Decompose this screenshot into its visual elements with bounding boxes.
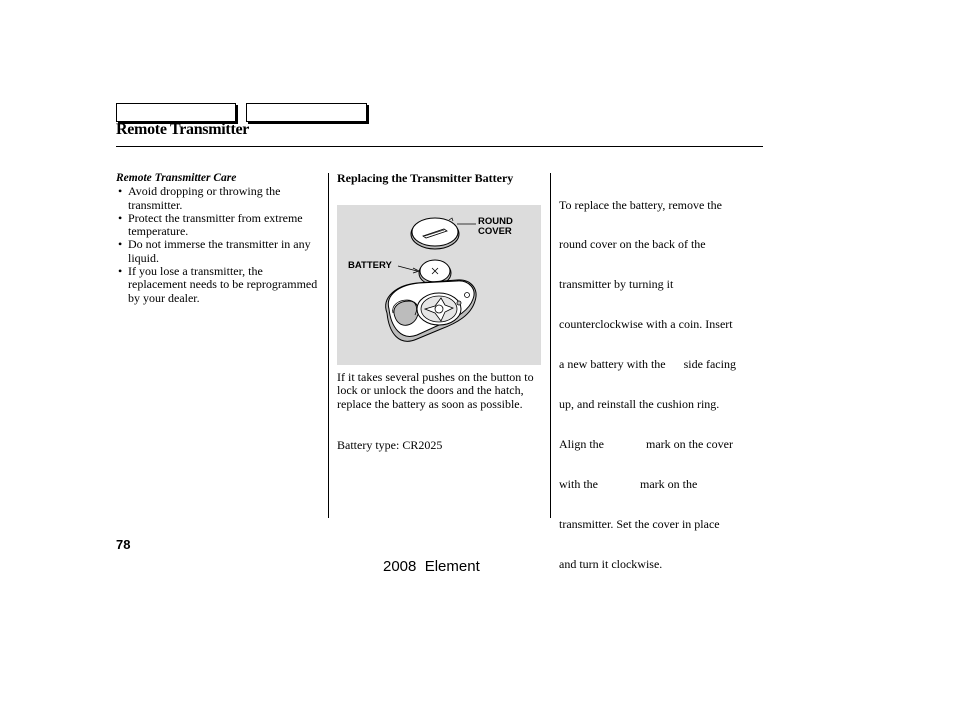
replacing-column — [337, 172, 542, 185]
instruction-line: To replace the battery, remove the — [559, 197, 722, 212]
instruction-line: transmitter by turning it — [559, 277, 674, 292]
care-list-item: • Do not immerse the transmitter in any liquid. — [116, 238, 321, 265]
care-list-item: • Protect the transmitter from extreme temperature. — [116, 212, 321, 239]
column-divider-1 — [328, 173, 329, 518]
nav-tab-box-1[interactable] — [116, 103, 236, 122]
transmitter-battery-figure — [337, 205, 541, 365]
round-cover-illustration — [411, 218, 459, 249]
care-heading: Remote Transmitter Care — [116, 172, 237, 184]
instruction-line: round cover on the back of the — [559, 237, 706, 252]
page-number: 78 — [116, 537, 131, 552]
instruction-line: and turn it clockwise. — [559, 556, 663, 571]
instruction-line: up, and reinstall the cushion ring. — [559, 397, 720, 412]
instruction-line: transmitter. Set the cover in place — [559, 516, 720, 531]
round-cover-label-line1: ROUND — [478, 216, 513, 227]
battery-type-text: Battery type: CR2025 — [337, 438, 443, 452]
page-title: Remote Transmitter — [116, 121, 250, 138]
instruction-line: counterclockwise with a coin. Insert — [559, 317, 733, 332]
replace-advice-paragraph: If it takes several pushes on the button to lock or unlock the doors and the hatch, replace the battery as soon as possible. — [337, 370, 534, 411]
care-list-item: • Avoid dropping or throwing the transmitter. — [116, 185, 321, 212]
title-rule — [116, 146, 763, 147]
nav-tab-box-2[interactable] — [246, 103, 367, 122]
instruction-line: a new battery with the side facing — [559, 357, 736, 372]
battery-label: BATTERY — [348, 260, 392, 271]
round-cover-label-line2: COVER — [478, 226, 512, 237]
care-list — [116, 185, 321, 305]
transmitter-body-illustration — [386, 280, 476, 341]
replacing-heading: Replacing the Transmitter Battery — [337, 171, 514, 185]
instructions-column — [559, 172, 764, 584]
column-divider-2 — [550, 173, 551, 518]
care-column — [116, 172, 321, 305]
care-list-item: • If you lose a transmitter, the replacement needs to be reprogrammed by your dealer. — [116, 265, 321, 305]
footer-model: 2008 Element — [383, 558, 480, 575]
instruction-line: with the mark on the — [559, 476, 698, 491]
instruction-line: Align the mark on the cover — [559, 436, 733, 451]
